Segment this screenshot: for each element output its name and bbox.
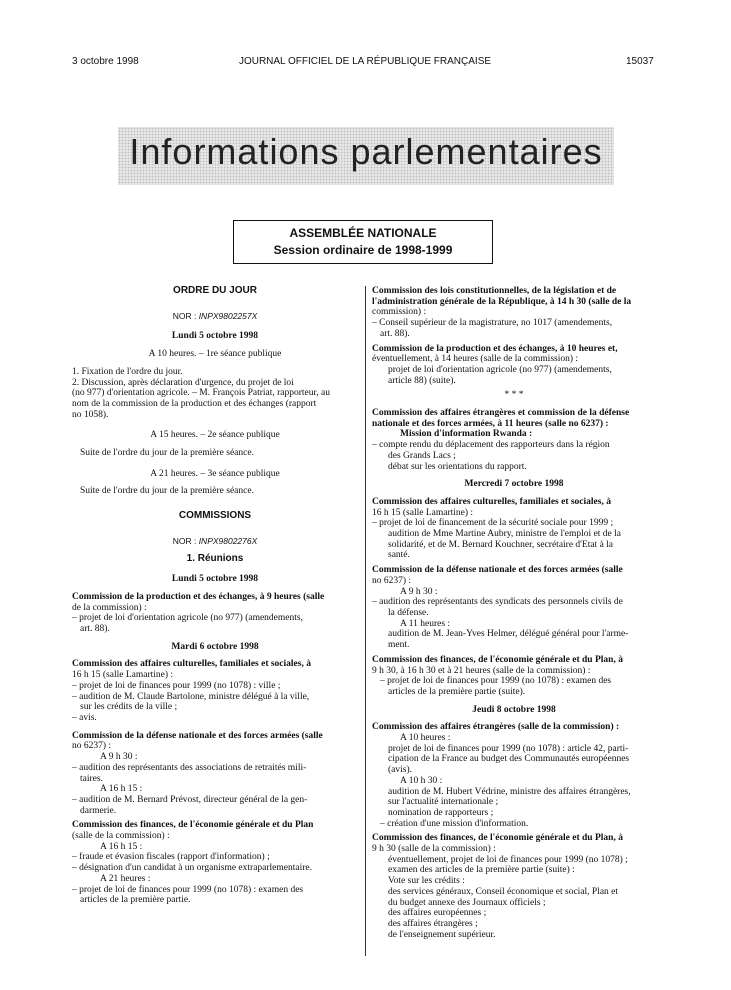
ordre-du-jour-title: ORDRE DU JOUR bbox=[173, 285, 257, 296]
commission-item: – projet de loi d'orientation agricole (no 977) (amendements, bbox=[72, 613, 303, 624]
agenda-item-line: no 1058). bbox=[72, 409, 109, 420]
commission-heading-line: no 6237) : bbox=[72, 741, 112, 752]
commission-item: – création d'une mission d'information. bbox=[380, 818, 529, 829]
commission-heading: Commission des finances, de l'économie générale et du Plan bbox=[72, 820, 314, 831]
agenda-item: Suite de l'ordre du jour de la première séance. bbox=[80, 486, 254, 497]
nor-reference: NOR : INPX9802257X bbox=[172, 310, 258, 321]
agenda-item: 1. Fixation de l'ordre du jour. bbox=[72, 366, 183, 377]
mission-title: Mission d'information Rwanda : bbox=[400, 429, 533, 440]
commissions-title: COMMISSIONS bbox=[178, 510, 252, 522]
commission-heading-line: l'administration générale de la République, à 14 h 30 (salle de la bbox=[372, 296, 632, 307]
time-slot: A 11 heures : bbox=[400, 618, 451, 629]
commission-item: – projet de loi de finances pour 1999 (no 1078) : examen des bbox=[380, 676, 612, 687]
commission-heading-line: (salle de la commission) : bbox=[72, 831, 170, 842]
seance-title: A 21 heures. – 3e séance publique bbox=[150, 468, 280, 479]
commission-item: – Conseil supérieur de la magistrature, no 1017 (amendements, bbox=[372, 318, 613, 329]
commission-item: Vote sur les crédits : bbox=[388, 876, 465, 887]
session-name: Session ordinaire de 1998-1999 bbox=[273, 243, 453, 257]
commission-item-line: santé. bbox=[388, 550, 410, 561]
commission-item-line: du budget annexe des Journaux officiels ; bbox=[388, 897, 546, 908]
time-slot: A 10 heures : bbox=[400, 733, 451, 744]
commission-item: audition de M. Hubert Védrine, ministre des affaires étrangères, bbox=[388, 786, 631, 797]
commission-item: débat sur les orientations du rapport. bbox=[388, 461, 527, 472]
commission-item-line: solidarité, et de M. Bernard Kouchner, secrétaire d'Etat à la bbox=[388, 539, 614, 550]
commission-heading: Commission des affaires culturelles, familiales et sociales, à bbox=[372, 496, 611, 507]
commission-item-line: des Grands Lacs ; bbox=[388, 450, 456, 461]
commission-item-line: article 88) (suite). bbox=[388, 375, 456, 386]
day-title: Lundi 5 octobre 1998 bbox=[171, 574, 259, 585]
commission-heading: Commission de la production et des échanges, à 10 heures et, bbox=[372, 343, 618, 354]
left-column bbox=[72, 286, 358, 906]
commission-item: projet de loi de finances pour 1999 (no 1078) : article 42, parti- bbox=[388, 743, 629, 754]
commission-item: audition de M. Jean-Yves Helmer, délégué général pour l'arme- bbox=[388, 629, 629, 640]
right-column bbox=[372, 286, 656, 940]
time-slot: A 9 h 30 : bbox=[100, 752, 138, 763]
reunions-title: 1. Réunions bbox=[186, 552, 244, 564]
time-slot: A 16 h 15 : bbox=[100, 784, 143, 795]
commission-item: de l'enseignement supérieur. bbox=[388, 929, 496, 940]
assembly-title-box bbox=[233, 220, 493, 264]
commission-heading: Commission des affaires culturelles, familiales et sociales, à bbox=[72, 659, 311, 670]
commission-item-line: art. 88). bbox=[380, 328, 410, 339]
commission-item: – avis. bbox=[72, 712, 97, 723]
commission-item: nomination de rapporteurs ; bbox=[388, 807, 494, 818]
header-page-number: 15037 bbox=[626, 56, 654, 67]
day-title: Jeudi 8 octobre 1998 bbox=[472, 704, 556, 715]
day-title: Lundi 5 octobre 1998 bbox=[171, 331, 259, 342]
commission-item-line: ment. bbox=[388, 640, 410, 651]
commission-item: des affaires étrangères ; bbox=[388, 918, 478, 929]
nor-reference: NOR : INPX9802276X bbox=[172, 535, 258, 546]
commission-item: – audition des représentants des syndicats des personnels civils de bbox=[372, 597, 623, 608]
commission-item: – audition de M. Bernard Prévost, directeur général de la gen- bbox=[72, 794, 308, 805]
commission-heading-line: 16 h 15 (salle Lamartine) : bbox=[372, 507, 474, 518]
commission-heading-line: 9 h 30, à 16 h 30 et à 21 heures (salle de la commission) : bbox=[372, 665, 591, 676]
commission-item: – projet de loi de finances pour 1999 (no 1078) : ville ; bbox=[72, 680, 281, 691]
commission-heading-line: nationale et des forces armées, à 11 heures (salle no 6237) : bbox=[372, 418, 609, 429]
commission-item: – projet de loi de financement de la sécurité sociale pour 1999 ; bbox=[372, 518, 614, 529]
time-slot: A 10 h 30 : bbox=[400, 775, 443, 786]
commission-item: – compte rendu du déplacement des rapporteurs dans la région bbox=[372, 440, 610, 451]
commission-heading: Commission de la défense nationale et des forces armées (salle bbox=[72, 730, 323, 741]
commission-item-line: articles de la première partie (suite). bbox=[388, 686, 526, 697]
commission-heading: Commission de la défense nationale et des forces armées (salle bbox=[372, 565, 623, 576]
commission-heading: Commission des finances, de l'économie générale et du Plan, à bbox=[372, 654, 623, 665]
section-banner bbox=[118, 127, 614, 185]
commission-item: projet de loi d'orientation agricole (no 977) (amendements, bbox=[388, 364, 612, 375]
commission-item: des services généraux, Conseil économique et social, Plan et bbox=[388, 886, 619, 897]
header-journal-title: JOURNAL OFFICIEL DE LA RÉPUBLIQUE FRANÇAISE bbox=[238, 56, 492, 67]
commission-heading-line: 16 h 15 (salle Lamartine) : bbox=[72, 670, 174, 681]
agenda-item: 2. Discussion, après déclaration d'urgence, du projet de loi bbox=[72, 377, 294, 388]
column-divider bbox=[365, 286, 366, 956]
seance-title: A 10 heures. – 1re séance publique bbox=[148, 349, 282, 360]
commission-item: examen des articles de la première partie (suite) : bbox=[388, 865, 575, 876]
commission-item-line: (avis). bbox=[388, 765, 413, 776]
commission-heading-line: no 6237) : bbox=[372, 575, 412, 586]
commission-heading-line: de la commission) : bbox=[72, 602, 147, 613]
commission-heading: Commission des affaires étrangères et commission de la défense bbox=[372, 408, 630, 419]
commission-heading-line: éventuellement, à 14 heures (salle de la commission) : bbox=[372, 354, 579, 365]
commission-item-line: cipation de la France au budget des Communautés européennes bbox=[388, 754, 630, 765]
commission-item: audition de Mme Martine Aubry, ministre de l'emploi et de la bbox=[388, 529, 622, 540]
agenda-item-line: nom de la commission de la production et des échanges (rapport bbox=[72, 398, 317, 409]
commission-heading: Commission de la production et des échanges, à 9 heures (salle bbox=[72, 591, 325, 602]
commission-item-line: la défense. bbox=[388, 607, 429, 618]
commission-item-line: sur l'actualité internationale ; bbox=[388, 797, 499, 808]
commission-item-line: art. 88). bbox=[80, 624, 110, 635]
commission-heading-line: commission) : bbox=[372, 307, 427, 318]
commission-item: – projet de loi de finances pour 1999 (no 1078) : examen des bbox=[72, 884, 304, 895]
commission-item-line: articles de la première partie. bbox=[80, 895, 191, 906]
commission-item: – fraude et évasion fiscales (rapport d'information) ; bbox=[72, 852, 270, 863]
separator-stars: * * * bbox=[504, 390, 524, 401]
commission-heading: Commission des affaires étrangères (salle de la commission) : bbox=[372, 722, 620, 733]
day-title: Mercredi 7 octobre 1998 bbox=[464, 479, 564, 490]
commission-heading: Commission des lois constitutionnelles, de la législation et de bbox=[372, 286, 617, 296]
commission-item-line: sur les crédits de la ville ; bbox=[80, 702, 178, 713]
time-slot: A 9 h 30 : bbox=[400, 586, 438, 597]
commission-item-line: taires. bbox=[80, 773, 103, 784]
header-date: 3 octobre 1998 bbox=[72, 56, 139, 67]
commission-item-line: darmerie. bbox=[80, 805, 117, 816]
commission-item: des affaires européennes ; bbox=[388, 908, 487, 919]
time-slot: A 16 h 15 : bbox=[100, 841, 143, 852]
commission-item: – désignation d'un candidat à un organisme extraparlementaire. bbox=[72, 863, 313, 874]
commission-item: – audition des représentants des associations de retraités mili- bbox=[72, 762, 307, 773]
time-slot: A 21 heures : bbox=[100, 873, 151, 884]
agenda-item-line: (no 977) d'orientation agricole. – M. François Patriat, rapporteur, au bbox=[72, 388, 331, 399]
banner-title: Informations parlementaires bbox=[129, 131, 603, 172]
seance-title: A 15 heures. – 2e séance publique bbox=[150, 430, 280, 441]
commission-heading-line: 9 h 30 (salle de la commission) : bbox=[372, 844, 496, 855]
commission-item: éventuellement, projet de loi de finances pour 1999 (no 1078) ; bbox=[388, 854, 628, 865]
agenda-item: Suite de l'ordre du jour de la première séance. bbox=[80, 448, 254, 459]
commission-item: – audition de M. Claude Bartolone, ministre délégué à la ville, bbox=[72, 691, 310, 702]
assembly-name: ASSEMBLÉE NATIONALE bbox=[289, 226, 437, 240]
day-title: Mardi 6 octobre 1998 bbox=[171, 641, 259, 652]
commission-heading: Commission des finances, de l'économie générale et du Plan, à bbox=[372, 833, 623, 844]
